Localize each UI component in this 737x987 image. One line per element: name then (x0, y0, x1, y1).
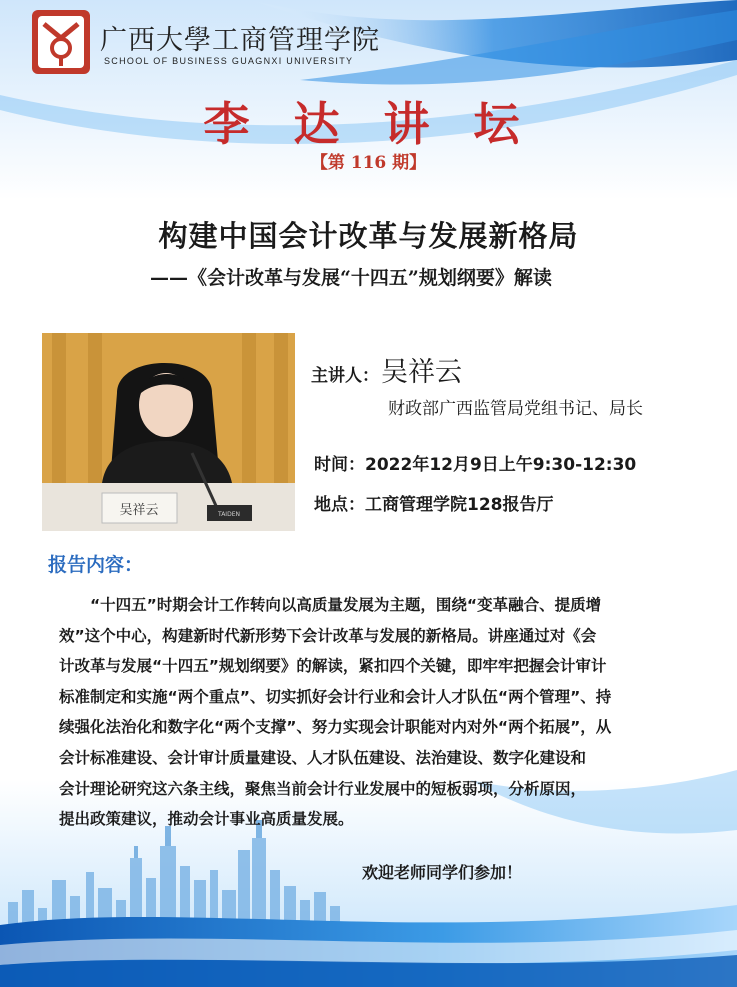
content-body (59, 590, 695, 835)
university-logo (30, 8, 92, 76)
school-name-cn: 广西大學工商管理学院 (100, 25, 380, 56)
speaker-photo (42, 333, 295, 531)
lecture-title: 构建中国会计改革与发展新格局 (158, 219, 579, 253)
mic-brand-text: TAIDEN (218, 511, 240, 518)
speaker-row (311, 350, 462, 389)
speaker-label: 主讲人： (311, 366, 379, 386)
speaker-name: 吴祥云 (381, 357, 462, 388)
speaker-title: 财政部广西监管局党组书记、局长 (388, 399, 643, 419)
lecture-subtitle: ——《会计改革与发展“十四五”规划纲要》解读 (150, 267, 552, 289)
content-line: 续强化法治化和数字化“两个支撑”、努力实现会计职能对内对外“两个拓展”，从 (59, 718, 612, 737)
welcome-message: 欢迎老师同学们参加！ (362, 863, 523, 882)
forum-title: 李 达 讲 坛 (203, 97, 534, 151)
school-name-en: SCHOOL OF BUSINESS GUAGNXI UNIVERSITY (104, 56, 354, 66)
content-line: “十四五”时期会计工作转向以高质量发展为主题，围绕“变革融合、提质增 (90, 596, 602, 614)
content-line: 效”这个中心，构建新时代新形势下会计改革与发展的新格局。讲座通过对《会 (59, 626, 597, 645)
content-line: 提出政策建议，推动会计事业高质量发展。 (59, 810, 354, 829)
content-line: 会计标准建设、会计审计质量建设、人才队伍建设、法治建设、数字化建设和 (59, 748, 587, 767)
content-heading: 报告内容： (48, 554, 144, 576)
nameplate-text: 吴祥云 (119, 503, 159, 518)
content-line: 标准制定和实施“两个重点”、切实抓好会计行业和会计人才队伍“两个管理”、持 (59, 687, 612, 706)
issue-number: 【第 116 期】 (310, 153, 427, 173)
content-line: 计改革与发展“十四五”规划纲要》的解读，紧扣四个关键，即牢牢把握会计审计 (59, 657, 607, 676)
event-time: 时间：2022年12月9日上午9:30-12:30 (314, 455, 637, 475)
content-line: 会计理论研究这六条主线，聚焦当前会计行业发展中的短板弱项，分析原因， (59, 779, 587, 798)
event-place: 地点：工商管理学院128报告厅 (314, 495, 554, 515)
